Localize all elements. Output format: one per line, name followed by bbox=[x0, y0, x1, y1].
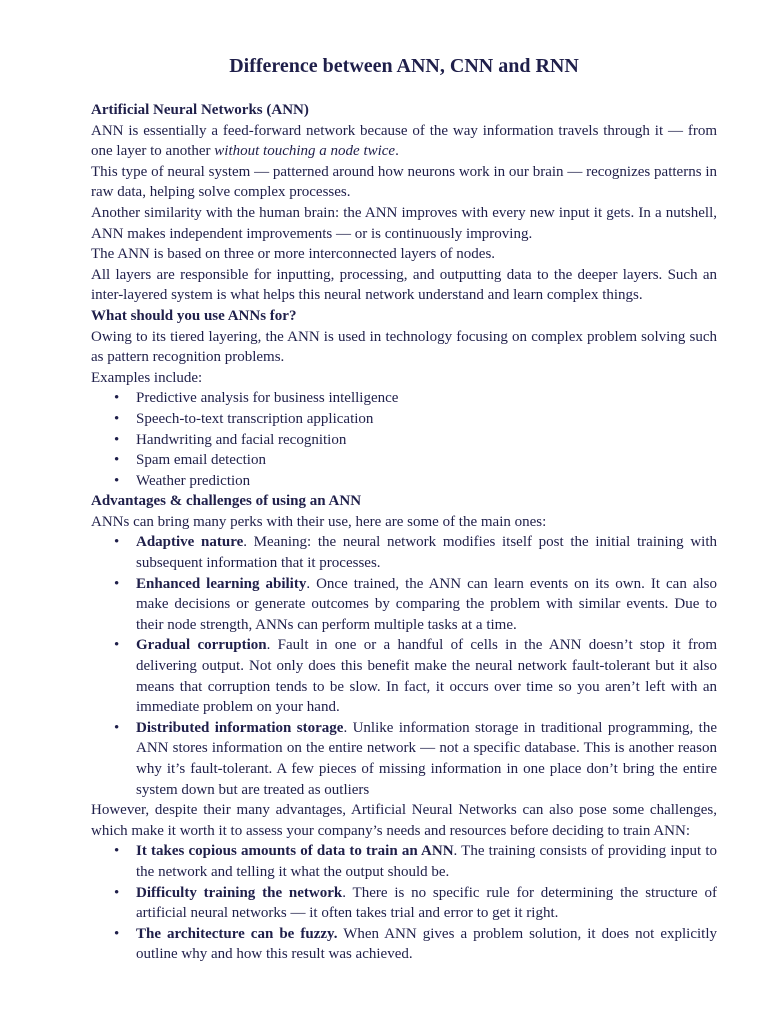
ann-heading: Artificial Neural Networks (ANN) bbox=[91, 102, 309, 118]
document-title: Difference between ANN, CNN and RNN bbox=[229, 55, 579, 77]
list-item bbox=[136, 532, 717, 573]
advantage-term: Gradual corruption bbox=[136, 637, 267, 654]
list-item bbox=[136, 883, 717, 924]
examples-list bbox=[91, 388, 717, 491]
challenge-term: The architecture can be fuzzy. bbox=[136, 925, 338, 942]
intro-paragraph-5: All layers are responsible for inputting, processing, and outputting data to the deeper layers. Such an inter-layered system is what helps this neural network understand and learn complex things. bbox=[91, 266, 717, 304]
list-item: • Speech-to-text transcription application bbox=[136, 409, 717, 430]
advantages-intro: ANNs can bring many perks with their use, here are some of the main ones: bbox=[91, 513, 547, 530]
advantages-list bbox=[91, 532, 717, 800]
advantage-text: . Meaning: the neural network modifies itself post the initial training with subsequent information that it processes. bbox=[136, 534, 718, 572]
challenges-intro: However, despite their many advantages, Artificial Neural Networks can also pose some challenges, which make it worth it to assess your company’s needs and resources before deciding to train ANN: bbox=[91, 802, 717, 839]
use-paragraph: Owing to its tiered layering, the ANN is used in technology focusing on complex problem solving such as pattern recognition problems. bbox=[91, 328, 717, 366]
challenge-text: When ANN gives a problem solution, it does not explicitly outline why and how this result was achieved. bbox=[136, 925, 718, 963]
challenge-text: . The training consists of providing input to the network and telling it what the output should be. bbox=[136, 843, 717, 880]
intro-paragraph-4: The ANN is based on three or more interconnected layers of nodes. bbox=[91, 246, 496, 263]
list-item: • Handwriting and facial recognition bbox=[136, 430, 717, 451]
list-item bbox=[136, 718, 717, 800]
intro-paragraph-3: Another similarity with the human brain: the ANN improves with every new input it gets. In a nutshell, ANN makes independent improvements — or is continuously improving. bbox=[91, 204, 717, 242]
intro-p1-text: ANN is essentially a feed-forward network because of the way information travels through it — from one layer to another bbox=[91, 122, 717, 160]
intro-p1-end: . bbox=[395, 143, 399, 160]
intro-paragraph-1 bbox=[91, 121, 717, 162]
list-item bbox=[136, 841, 717, 882]
use-heading: What should you use ANNs for? bbox=[91, 307, 297, 324]
list-item bbox=[136, 635, 717, 717]
list-item: • Spam email detection bbox=[136, 450, 717, 471]
list-item bbox=[136, 924, 717, 965]
list-item bbox=[136, 574, 717, 636]
intro-p1-italic: without touching a node twice bbox=[214, 143, 396, 160]
advantage-text: . Unlike information storage in traditional programming, the ANN stores information on the entire network — not a specific database. This is another reason why it’s fault-tolerant. A few pieces of missing information in one place don’t bring the entire system down but are treated as outliers bbox=[136, 719, 717, 798]
advantage-text: . Fault in one or a handful of cells in the ANN doesn’t stop it from delivering output. Not only does this benefit make the neural network fault-tolerant but it also means that corruption tends to be slow. In fact, it occurs over time so you aren’t left with an immediate problem on your hand. bbox=[136, 637, 717, 716]
challenge-term: Difficulty training the network bbox=[136, 884, 343, 901]
challenge-text: . There is no specific rule for determining the structure of artificial neural networks — it often takes trial and error to get it right. bbox=[136, 884, 718, 922]
document-page bbox=[91, 54, 717, 965]
examples-label: Examples include: bbox=[91, 369, 203, 386]
challenge-term: It takes copious amounts of data to train an ANN bbox=[136, 843, 454, 860]
advantage-term: Distributed information storage bbox=[136, 719, 344, 736]
advantages-heading: Advantages & challenges of using an ANN bbox=[91, 493, 362, 510]
advantage-term: Enhanced learning ability bbox=[136, 575, 307, 592]
advantage-text: . Once trained, the ANN can learn events on its own. It can also make decisions or generate outcomes by comparing the problem with similar events. Due to their node strength, ANNs can perform multiple tasks at a time. bbox=[136, 575, 717, 633]
list-item: • Predictive analysis for business intelligence bbox=[136, 388, 717, 409]
challenges-list bbox=[91, 841, 717, 965]
list-item: • Weather prediction bbox=[136, 471, 717, 492]
intro-paragraph-2: This type of neural system — patterned around how neurons work in our brain — recognizes patterns in raw data, helping solve complex processes. bbox=[91, 163, 717, 201]
advantage-term: Adaptive nature bbox=[136, 534, 244, 551]
